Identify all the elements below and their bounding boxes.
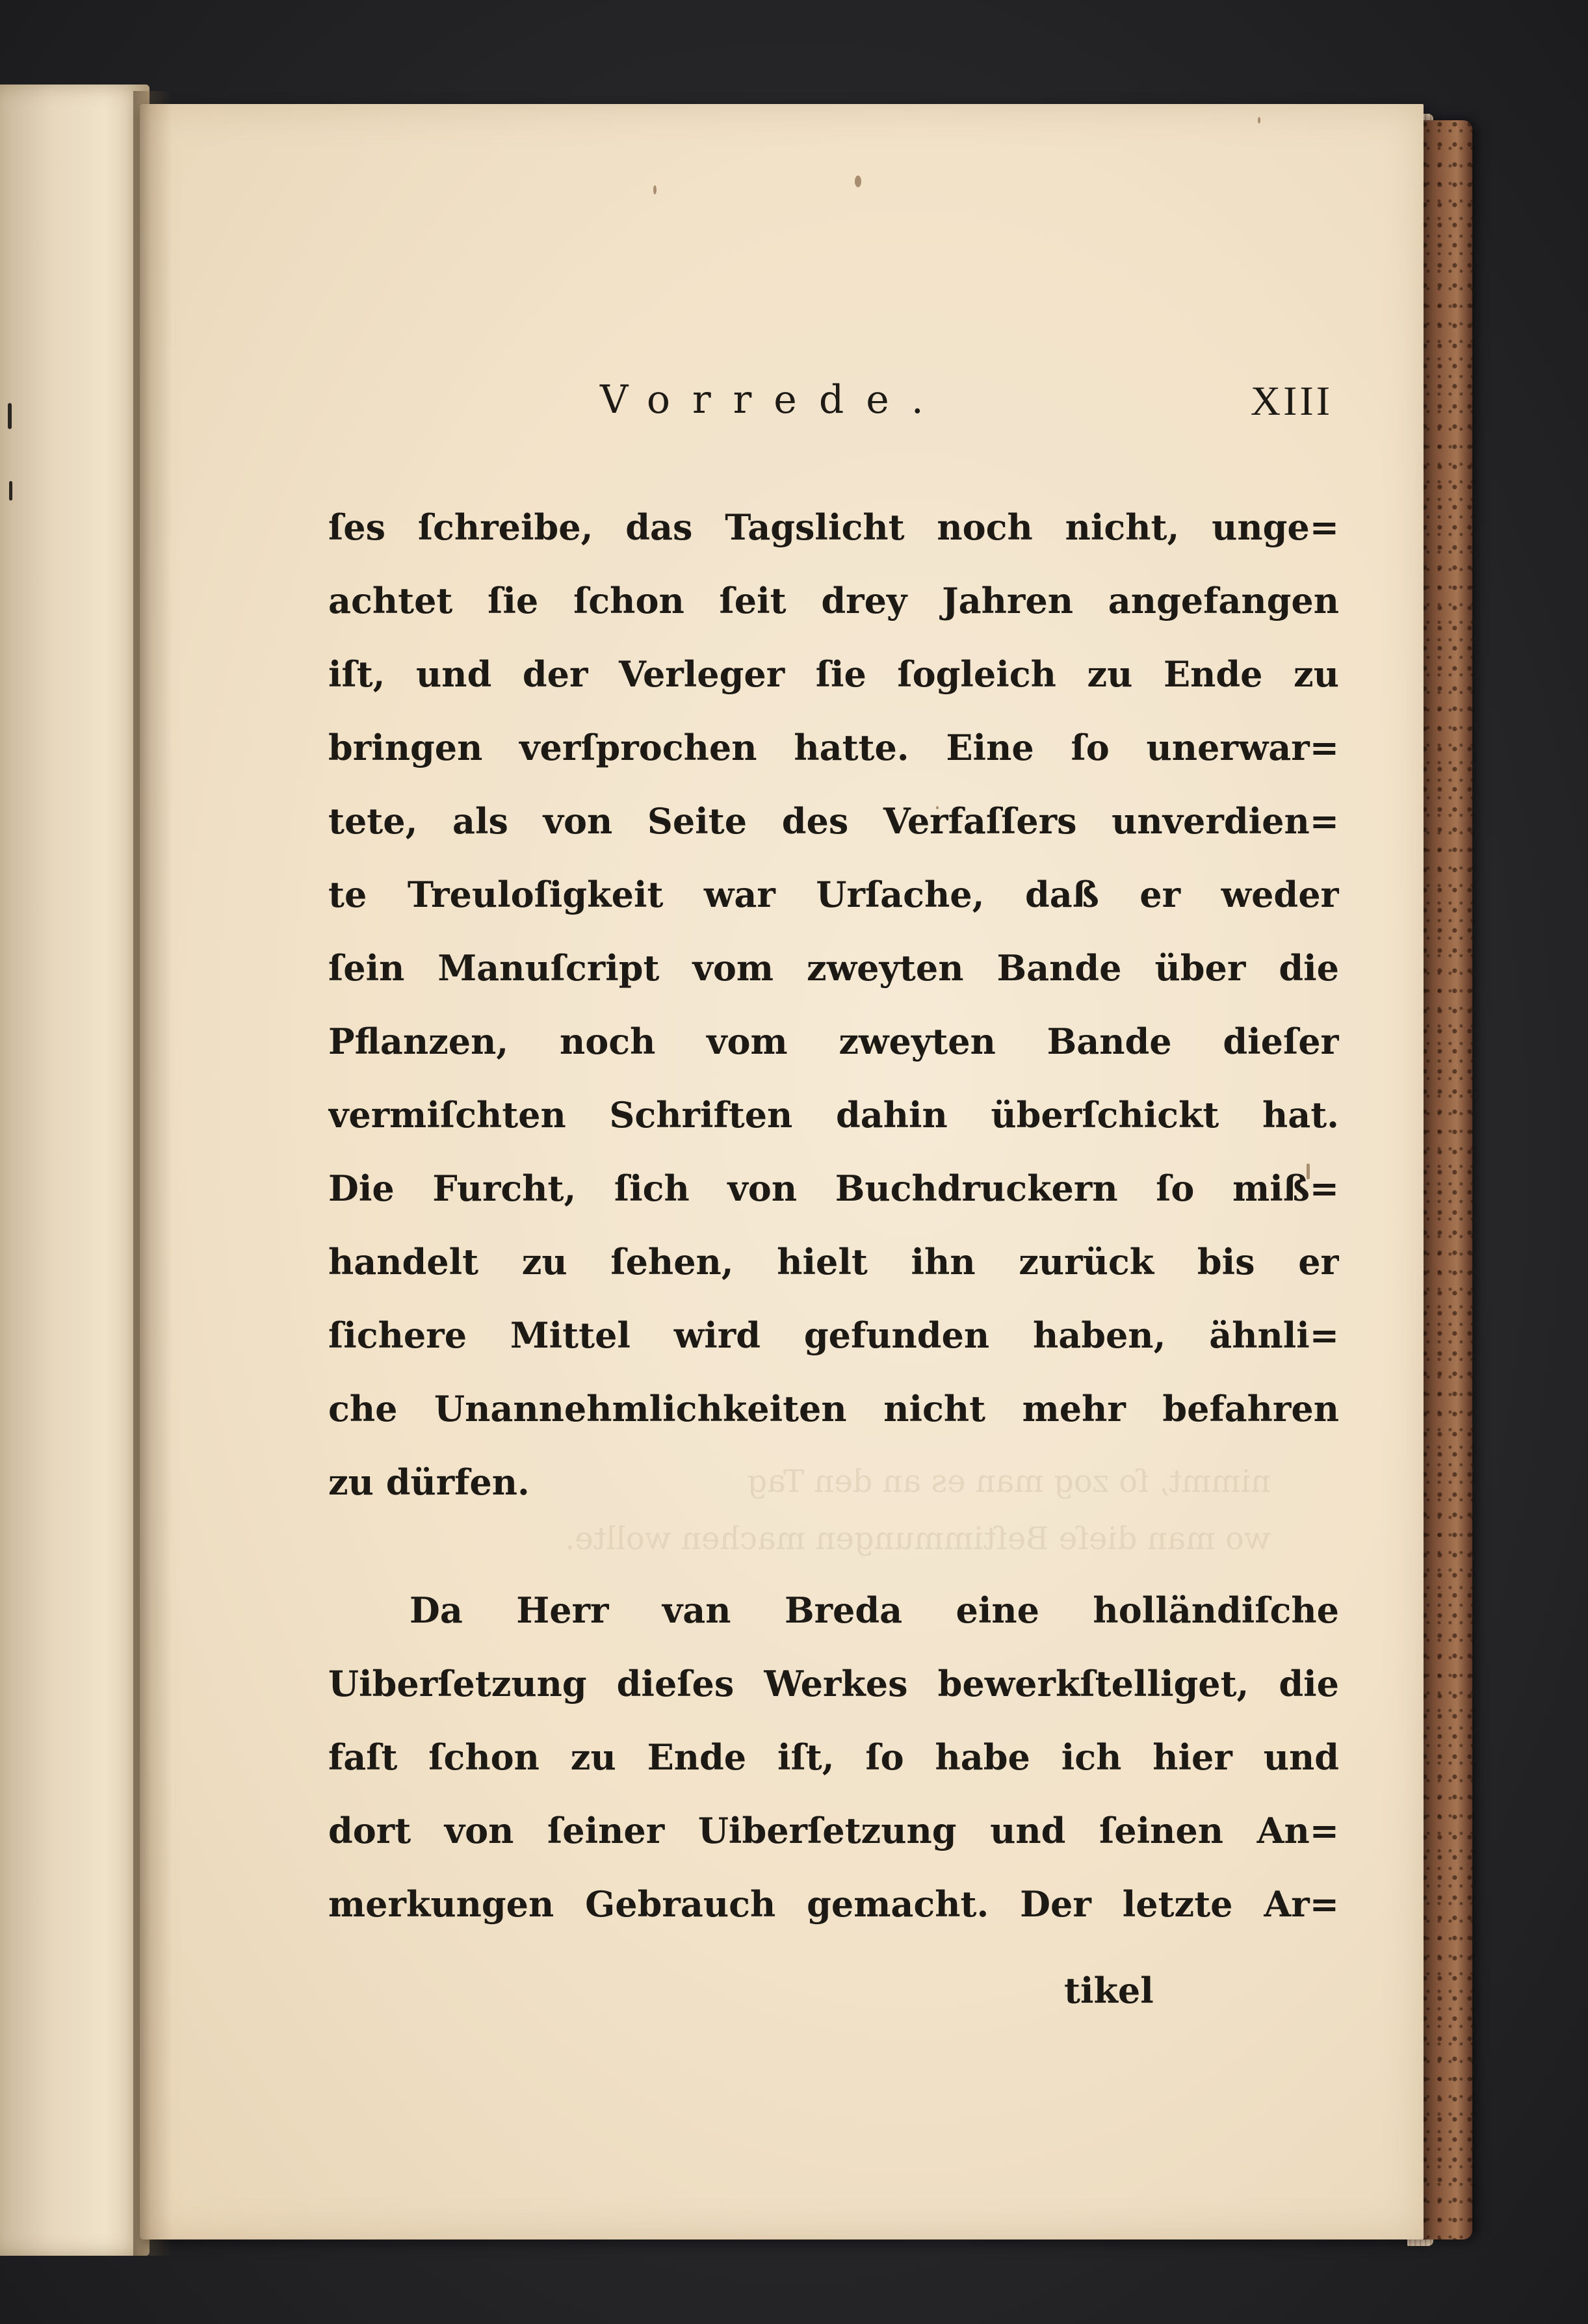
text-line: faſt ſchon zu Ende iſt, ſo habe ich hier und [328, 1736, 1339, 1778]
paragraph [328, 1574, 1339, 1941]
ink-mark [9, 481, 12, 501]
facing-page-left [0, 85, 150, 2256]
text-line: Pflanzen, noch vom zweyten Bande dieſer [328, 1021, 1339, 1062]
page-number: XIII [1250, 378, 1333, 424]
body-text [328, 491, 1339, 1941]
text-line: dort von ſeiner Uiberſetzung und ſeinen An= [328, 1810, 1339, 1851]
text-line: achtet ſie ſchon ſeit drey Jahren angefangen [328, 580, 1339, 621]
book-page [140, 104, 1424, 2239]
text-line: Da Herr van Breda eine holländiſche [410, 1589, 1339, 1631]
text-line: ſein Manuſcript vom zweyten Bande über die [328, 947, 1339, 989]
text-line: Die Furcht, ſich von Buchdruckern ſo miß= [328, 1168, 1339, 1209]
bleed-through-text: nimmt, ſo zog man es an den Tag wo man dieſe Beſtimmungen machen wollte. [565, 1463, 1271, 1557]
text-line: ſichere Mittel wird gefunden haben, ähnli= [328, 1314, 1339, 1356]
paragraph-break [328, 1519, 1339, 1574]
paper-speck [1258, 117, 1260, 124]
text-line: Uiberſetzung dieſes Werkes bewerkſtelliget, die [328, 1663, 1339, 1704]
text-line: ſes ſchreibe, das Tagslicht noch nicht, unge= [328, 506, 1339, 548]
page-header [140, 377, 1424, 429]
paragraph [328, 491, 1339, 1519]
gutter-shadow [133, 91, 172, 2256]
text-line: iſt, und der Verleger ſie ſogleich zu Ende zu [328, 653, 1339, 695]
text-line: zu dürfen. [328, 1461, 530, 1503]
leather-cover-edge [1420, 120, 1472, 2239]
text-line: handelt zu ſehen, hielt ihn zurück bis er [328, 1241, 1339, 1283]
text-line: bringen verſprochen hatte. Eine ſo unerwar= [328, 727, 1339, 768]
paper-speck [653, 185, 657, 194]
running-head: Vorrede. [600, 377, 946, 423]
text-line: tete, als von Seite des Verfaſſers unverdien= [328, 800, 1339, 842]
text-line: vermiſchten Schriften dahin überſchickt hat. [328, 1094, 1339, 1136]
text-line: merkungen Gebrauch gemacht. Der letzte Ar= [328, 1883, 1339, 1925]
text-line: te Treuloſigkeit war Urſache, daß er weder [328, 874, 1339, 915]
text-line: che Unannehmlichkeiten nicht mehr befahren [328, 1388, 1339, 1430]
paper-speck [855, 176, 861, 187]
catchword: tikel [1064, 1970, 1154, 2011]
ink-mark [8, 403, 12, 429]
